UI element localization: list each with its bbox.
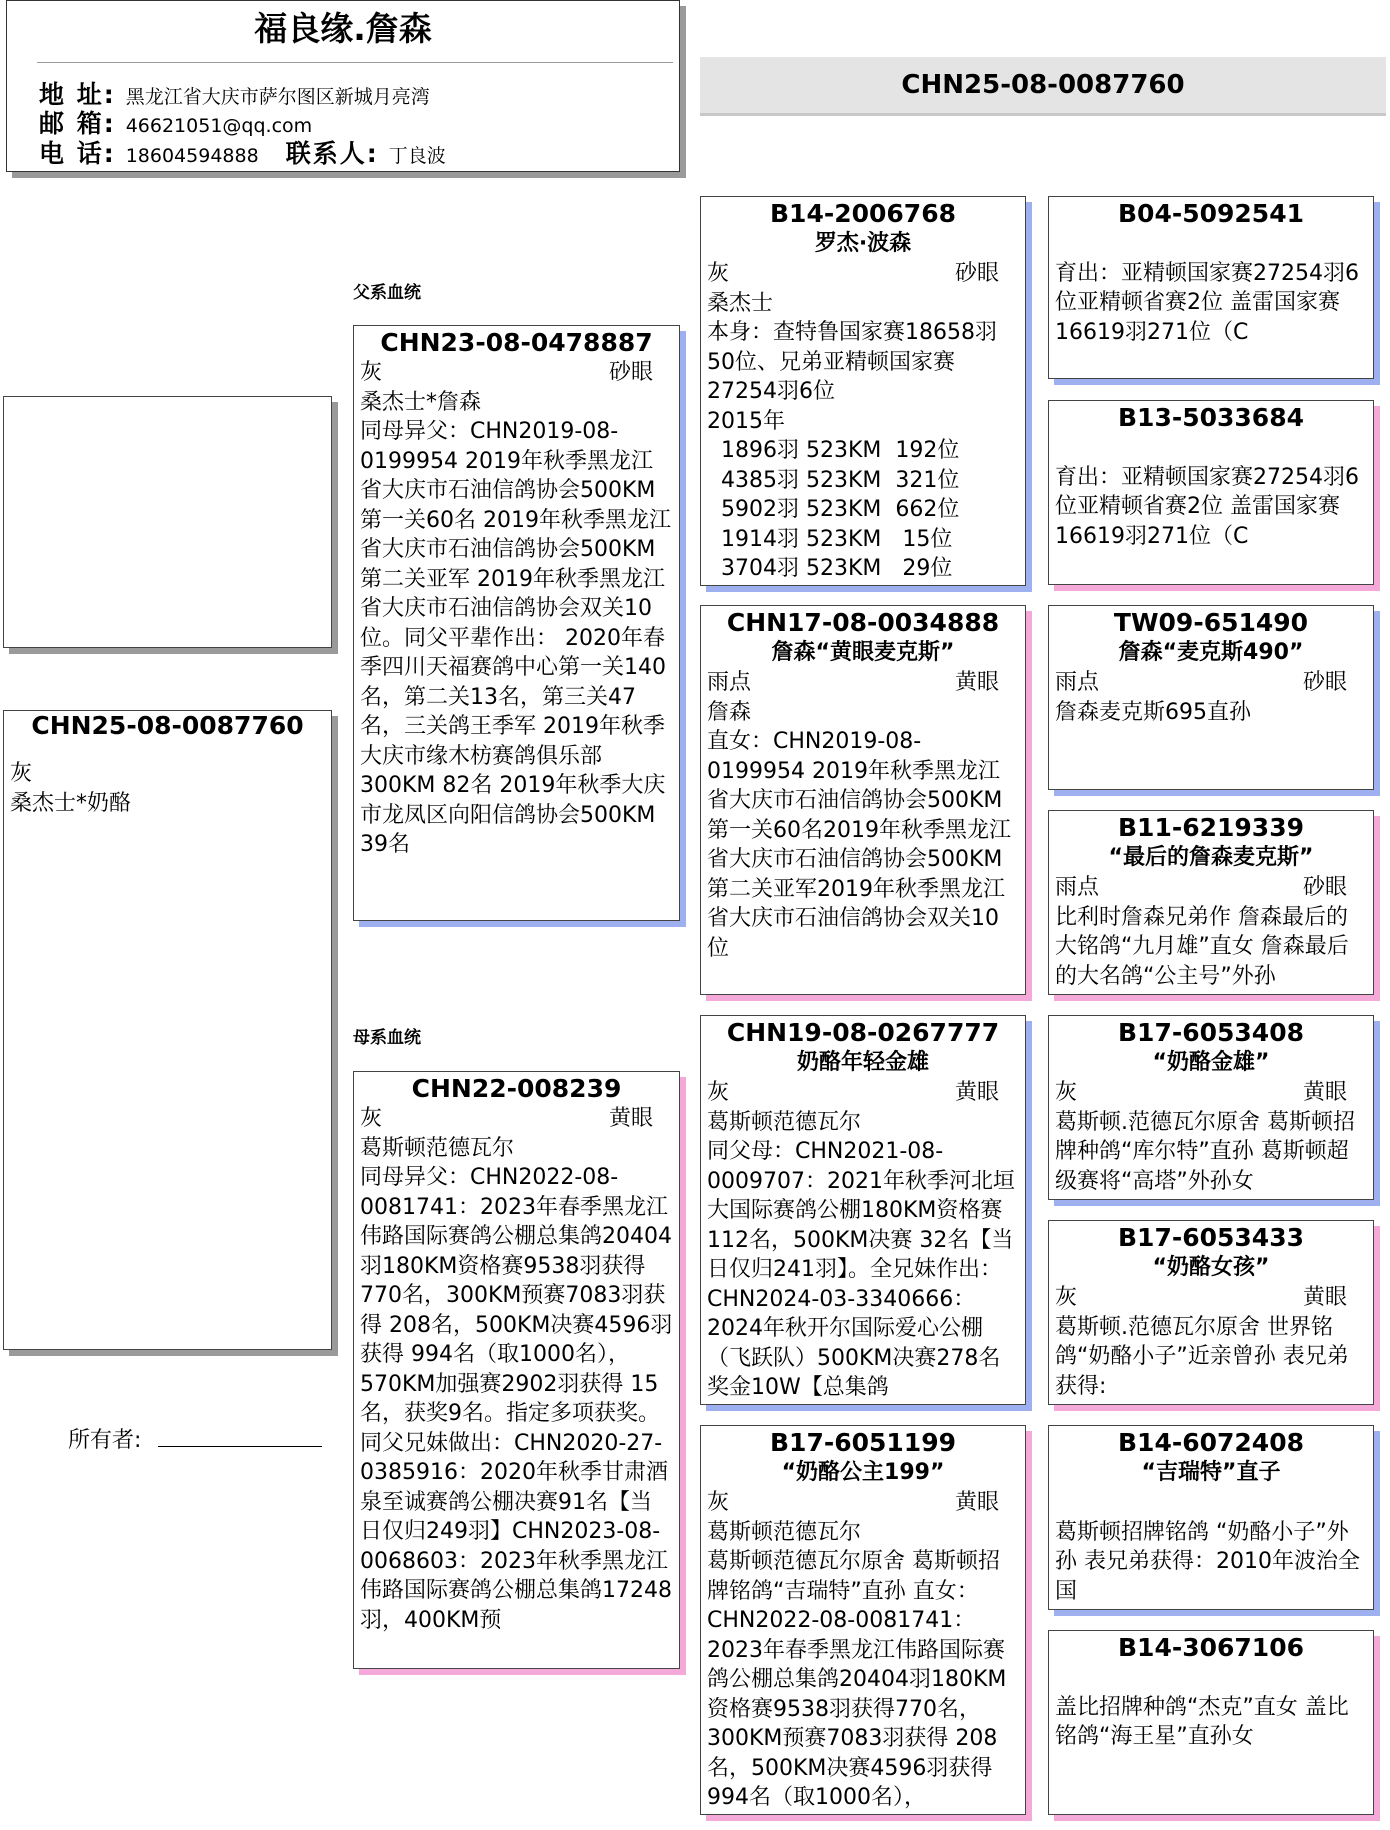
ggp6-card [1048, 1220, 1374, 1405]
gp2-name: 詹森“黄眼麦克斯” [771, 640, 955, 665]
ggp5-ring: B17-6053408 [1118, 1018, 1304, 1047]
owner-label: 所有者: [68, 1428, 142, 1453]
ggp3-ring: TW09-651490 [1113, 608, 1309, 637]
ggp7-name: “吉瑞特”直子 [1141, 1460, 1281, 1485]
ggp5-card [1048, 1015, 1374, 1200]
gp2-color: 雨点 [707, 670, 752, 695]
gp2-ring: CHN17-08-0034888 [726, 608, 1000, 637]
ggp8-ring: B14-3067106 [1118, 1633, 1304, 1662]
paternal-label: 父系血统 [353, 283, 421, 303]
ggp5-name: “奶酪金雄” [1152, 1050, 1270, 1075]
ggp2-card [1048, 400, 1374, 585]
ggp4-card [1048, 810, 1374, 995]
gp1-notes: 本身：查特鲁国家赛18658羽50位、兄弟亚精顿国家赛27254羽6位 [707, 320, 997, 404]
ggp1-ring: B04-5092541 [1118, 199, 1304, 228]
ggp5-color: 灰 [1055, 1080, 1078, 1105]
contact-label: 联系人: [285, 139, 379, 168]
gp4-notes: 葛斯顿范德瓦尔原舍 葛斯顿招牌铭鸽“吉瑞特”直孙 直女：CHN2022-08-0081741： 2023年春季黑龙江伟路国际赛鸽公棚总集鸽20404羽180KM资格赛9538羽获得770名，300KM预赛7083羽获得 208名，500KM决赛4596羽获得 994名（取1000名）， [707, 1549, 1007, 1810]
sire-notes: 同母异父：CHN2019-08-0199954 2019年秋季黑龙江省大庆市石油信鸽协会500KM第一关60名 2019年秋季黑龙江省大庆市石油信鸽协会500KM第二关亚军 2019年秋季黑龙江省大庆市石油信鸽协会双关10位。同父平辈作出： 2020年春季四川天福赛鸽中心第一关140名，第二关13名，第三关47名，三关鸽王季军 2019年秋季大庆市缘木枋赛鸽俱乐部300KM 82名 2019年秋季大庆市龙凤区向阳信鸽协会500KM 39名 [360, 419, 671, 857]
subject-card [3, 710, 332, 1350]
sire-eye: 砂眼 [608, 360, 653, 385]
breeder-title: 福良缘.詹森 [254, 9, 432, 48]
gp3-eye: 黄眼 [954, 1080, 999, 1105]
ggp1-card [1048, 196, 1374, 379]
ggp2-ring: B13-5033684 [1118, 403, 1304, 432]
subject-color: 灰 [10, 761, 33, 786]
gp4-eye: 黄眼 [954, 1490, 999, 1515]
sire-color: 灰 [360, 360, 383, 385]
dam-color: 灰 [360, 1106, 383, 1131]
maternal-label: 母系血统 [353, 1028, 421, 1048]
sire-strain: 桑杰士*詹森 [360, 389, 482, 415]
phone-value: 18604594888 [125, 145, 259, 167]
gp1-result: 5902羽 523KM 662位 [707, 497, 960, 522]
ggp7-ring: B14-6072408 [1118, 1428, 1304, 1457]
subject-strain: 桑杰士*奶酪 [10, 790, 132, 816]
gp4-name: “奶酪公主199” [781, 1460, 945, 1485]
grandsire-paternal-card [700, 196, 1026, 586]
gp1-result: 3704羽 523KM 29位 [707, 556, 953, 581]
gp4-color: 灰 [707, 1490, 730, 1515]
gp4-ring: B17-6051199 [770, 1428, 956, 1457]
granddam-maternal-card [700, 1425, 1026, 1815]
gp1-year: 2015年 [707, 408, 785, 434]
address-value: 黑龙江省大庆市萨尔图区新城月亮湾 [125, 86, 430, 108]
address-label: 地 址: [39, 80, 116, 109]
ggp4-eye: 砂眼 [1302, 875, 1347, 900]
ggp6-name: “奶酪女孩” [1152, 1255, 1270, 1280]
phone-row [39, 134, 446, 170]
dam-card [353, 1071, 680, 1669]
dam-notes: 同母异父：CHN2022-08-0081741：2023年春季黑龙江伟路国际赛鸽公棚总集鸽20404羽180KM资格赛9538羽获得770名，300KM预赛7083羽获得 208名，500KM决赛4596羽获得 994名（取1000名），570KM加强赛2902羽获得 15名，获奖9名。指定多项获奖。同父兄妹做出：CHN2020-27-0385916：2020年秋季甘肃酒泉至诚赛鸽公棚决赛91名【当日仅归249羽】CHN2023-08-0068603：2023年秋季黑龙江伟路国际赛鸽公棚总集鸽17248羽，400KM预 [360, 1165, 673, 1633]
gp3-name: 奶酪年轻金雄 [796, 1050, 929, 1075]
ggp3-card [1048, 605, 1374, 790]
gp4-strain: 葛斯顿范德瓦尔 [707, 1519, 862, 1545]
gp1-strain: 桑杰士 [707, 290, 774, 316]
ggp4-name: “最后的詹森麦克斯” [1108, 845, 1314, 870]
gp3-color: 灰 [707, 1080, 730, 1105]
email-label: 邮 箱: [39, 109, 116, 138]
ggp6-eye: 黄眼 [1302, 1285, 1347, 1310]
subject-ring: CHN25-08-0087760 [31, 711, 304, 740]
ggp3-eye: 砂眼 [1302, 670, 1347, 695]
gp1-result: 1896羽 523KM 192位 [707, 438, 960, 463]
ggp6-ring: B17-6053433 [1118, 1223, 1304, 1252]
ggp3-name: 詹森“麦克斯490” [1118, 640, 1304, 665]
ggp7-notes: 葛斯顿招牌铭鸽 “奶酪小子”外孙 表兄弟获得：2010年波治全国 [1055, 1519, 1360, 1604]
ggp1-notes: 育出：亚精顿国家赛27254羽6位亚精顿省赛2位 盖雷国家赛16619羽271位（C [1055, 260, 1359, 345]
dam-strain: 葛斯顿范德瓦尔 [360, 1135, 515, 1161]
gp1-name: 罗杰·波森 [814, 231, 912, 256]
ggp3-notes: 詹森麦克斯695直孙 [1055, 699, 1251, 725]
dam-eye: 黄眼 [608, 1106, 653, 1131]
gp2-eye: 黄眼 [954, 670, 999, 695]
gp3-notes: 同父母：CHN2021-08-0009707：2021年秋季河北垣大国际赛鸽公棚180KM资格赛112名，500KM决赛 32名【当日仅归241羽】。全兄妹作出： CHN2024-03-3340666：2024年秋开尔国际爱心公棚（飞跃队）500KM决赛278名奖金10W【总集鸽 [707, 1139, 1015, 1400]
ggp6-color: 灰 [1055, 1285, 1078, 1310]
ggp5-eye: 黄眼 [1302, 1080, 1347, 1105]
gp1-color: 灰 [707, 261, 730, 286]
ggp4-color: 雨点 [1055, 875, 1100, 900]
breeder-info-card [6, 0, 680, 172]
gp2-notes: 直女：CHN2019-08-0199954 2019年秋季黑龙江省大庆市石油信鸽协会500KM第一关60名2019年秋季黑龙江省大庆市石油信鸽协会500KM第二关亚军2019年秋季黑龙江省大庆市石油信鸽协会双关10位 [707, 729, 1011, 961]
ggp8-notes: 盖比招牌种鸽“杰克”直女 盖比铭鸽“海王星”直孙女 [1055, 1694, 1349, 1749]
gp1-result: 1914羽 523KM 15位 [707, 526, 953, 552]
gp1-eye: 砂眼 [954, 261, 999, 286]
ggp3-color: 雨点 [1055, 670, 1100, 695]
ggp4-ring: B11-6219339 [1118, 813, 1304, 842]
sire-ring: CHN23-08-0478887 [380, 328, 653, 357]
grandsire-maternal-card [700, 1015, 1026, 1405]
ggp6-notes: 葛斯顿.范德瓦尔原舍 世界铭鸽“奶酪小子”近亲曾孙 表兄弟获得: [1055, 1314, 1349, 1399]
contact-value: 丁良波 [388, 145, 446, 167]
ggp5-notes: 葛斯顿.范德瓦尔原舍 葛斯顿招牌种鸽“库尔特”直孙 葛斯顿超级赛将“高塔”外孙女 [1055, 1109, 1355, 1194]
pedigree-banner: CHN25-08-0087760 [700, 57, 1386, 113]
phone-label: 电 话: [39, 139, 116, 168]
gp2-strain: 詹森 [707, 699, 752, 725]
dam-ring: CHN22-008239 [411, 1074, 622, 1103]
ggp2-notes: 育出：亚精顿国家赛27254羽6位亚精顿省赛2位 盖雷国家赛16619羽271位（C [1055, 464, 1359, 549]
ggp4-notes: 比利时詹森兄弟作 詹森最后的大铭鸽“九月雄”直女 詹森最后的大名鸽“公主号”外孙 [1055, 904, 1349, 989]
sire-card [353, 325, 680, 921]
photo-placeholder [3, 396, 332, 648]
gp1-ring: B14-2006768 [770, 199, 956, 228]
owner-line [68, 1423, 322, 1454]
header-divider [37, 62, 673, 63]
granddam-paternal-card [700, 605, 1026, 995]
gp3-strain: 葛斯顿范德瓦尔 [707, 1109, 862, 1135]
email-value: 46621051@qq.com [125, 115, 313, 137]
ggp7-card [1048, 1425, 1374, 1610]
ggp8-card [1048, 1630, 1374, 1815]
gp1-result: 4385羽 523KM 321位 [707, 467, 960, 493]
owner-blank[interactable] [158, 1446, 322, 1447]
gp3-ring: CHN19-08-0267777 [726, 1018, 1000, 1047]
